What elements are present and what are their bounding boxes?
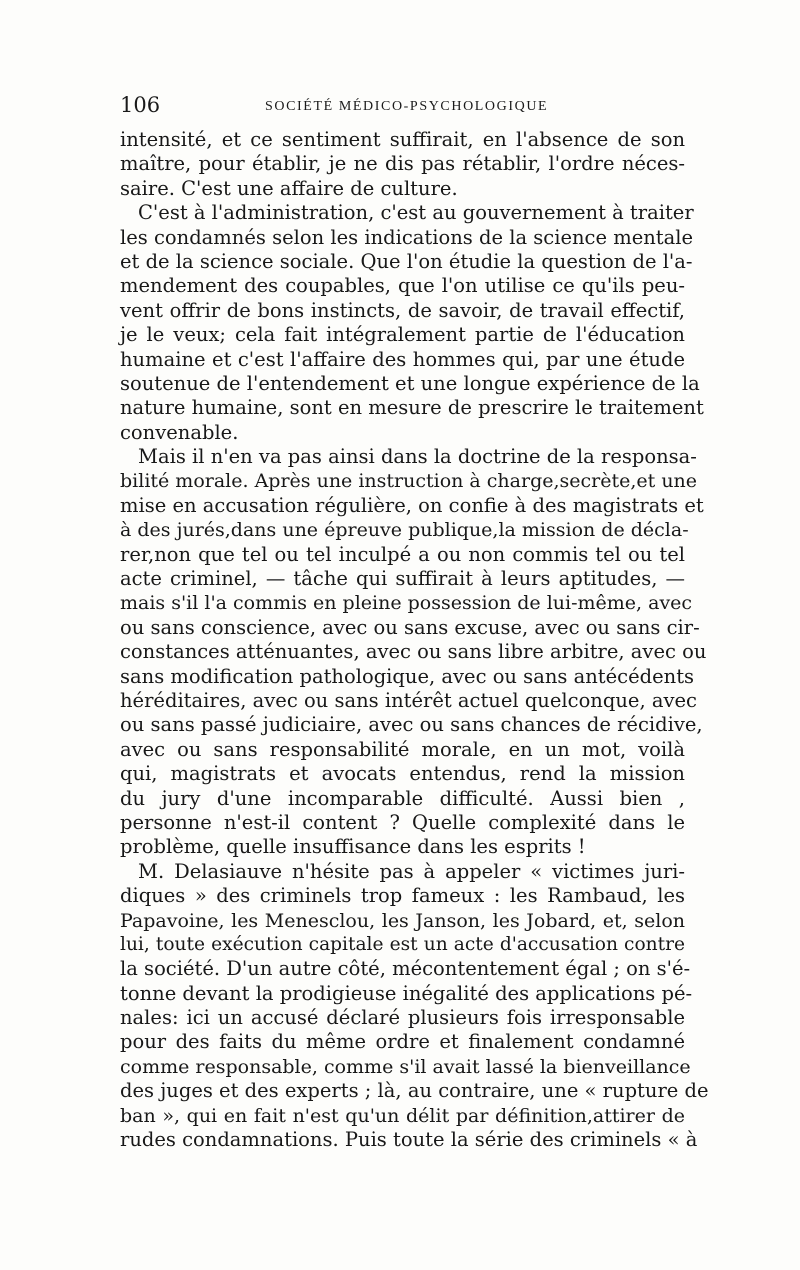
text-line: humaine et c'est l'affaire des hommes qui, par une étude [120, 347, 685, 371]
text-line: Papavoine, les Menesclou, les Janson, les Jobard, et, selon [120, 909, 685, 932]
text-line: lui, toute exécution capitale est un acte d'accusation contre [120, 933, 685, 955]
page-header [120, 93, 690, 127]
text-line: acte criminel, — tâche qui suffirait à leurs aptitudes, — [120, 567, 685, 591]
text-line: du jury d'une incomparable difficulté. Aussi bien , [120, 786, 685, 810]
text-line: convenable. [120, 420, 239, 444]
text-line: les condamnés selon les indications de la science mentale [120, 225, 694, 249]
text-line: tonne devant la prodigieuse inégalité des applications pé- [120, 981, 693, 1005]
text-line: soutenue de l'entendement et une longue expérience de la [120, 371, 700, 395]
text-line: vent offrir de bons instincts, de savoir, de travail effectif, [120, 298, 685, 322]
text-line: ou sans passé judiciaire, avec ou sans chances de récidive, [120, 713, 703, 737]
text-line: et de la science sociale. Que l'on étudie la question de l'a- [120, 249, 693, 273]
text-line: C'est à l'administration, c'est au gouvernement à traiter [138, 201, 694, 225]
body-text [120, 128, 709, 1152]
text-line: bilité morale. Après une instruction à charge,secrète,et une [120, 470, 698, 493]
text-line: des juges et des experts ; là, au contraire, une « rupture de [120, 1079, 709, 1103]
text-line: saire. C'est une affaire de culture. [120, 176, 458, 200]
text-line: personne n'est-il content ? Quelle complexité dans le [120, 810, 685, 834]
text-line: rudes condamnations. Puis toute la série des criminels « à [120, 1128, 698, 1152]
text-line: ban », qui en fait n'est qu'un délit par définition,attirer de [120, 1104, 685, 1127]
text-line: avec ou sans responsabilité morale, en un mot, voilà [120, 737, 685, 761]
text-line: je le veux; cela fait intégralement partie de l'éducation [120, 323, 685, 347]
text-line: Mais il n'en va pas ainsi dans la doctrine de la responsa- [138, 445, 697, 469]
text-line: rer,non que tel ou tel inculpé a ou non commis tel ou tel [120, 542, 685, 566]
text-line: diques » des criminels trop fameux : les Rambaud, les [120, 884, 685, 908]
text-line: constances atténuantes, avec ou sans libre arbitre, avec ou [120, 640, 707, 664]
text-line: comme responsable, comme s'il avait lassé la bienveillance [120, 1055, 691, 1078]
text-line: mais s'il l'a commis en pleine possession de lui-même, avec [120, 592, 693, 615]
text-line: ou sans conscience, avec ou sans excuse, avec ou sans cir- [120, 615, 700, 639]
text-line: intensité, et ce sentiment suffirait, en l'absence de son [120, 128, 685, 151]
text-line: la société. D'un autre côté, mécontentement égal ; on s'é- [120, 957, 691, 981]
text-line: mendement des coupables, que l'on utilise ce qu'ils peu- [120, 274, 685, 298]
running-title: SOCIÉTÉ MÉDICO-PSYCHOLOGIQUE [265, 99, 549, 114]
text-line: héréditaires, avec ou sans intérêt actuel quelconque, avec [120, 688, 697, 712]
text-line: pour des faits du même ordre et finalement condamné [120, 1030, 685, 1054]
text-line: sans modification pathologique, avec ou sans antécédents [120, 664, 695, 688]
text-line: qui, magistrats et avocats entendus, rend la mission [120, 762, 685, 786]
text-line: M. Delasiauve n'hésite pas à appeler « victimes juri- [138, 859, 685, 883]
page-number: 106 [120, 93, 161, 117]
text-line: nales: ici un accusé déclaré plusieurs fois irresponsable [120, 1006, 685, 1030]
text-line: maître, pour établir, je ne dis pas rétablir, l'ordre néces- [120, 152, 685, 176]
text-line: nature humaine, sont en mesure de prescrire le traitement [120, 396, 704, 420]
text-line: à des jurés,dans une épreuve publique,la mission de décla- [120, 519, 689, 542]
text-line: mise en accusation régulière, on confie à des magistrats et [120, 493, 704, 517]
text-line: problème, quelle insuffisance dans les esprits ! [120, 835, 586, 859]
